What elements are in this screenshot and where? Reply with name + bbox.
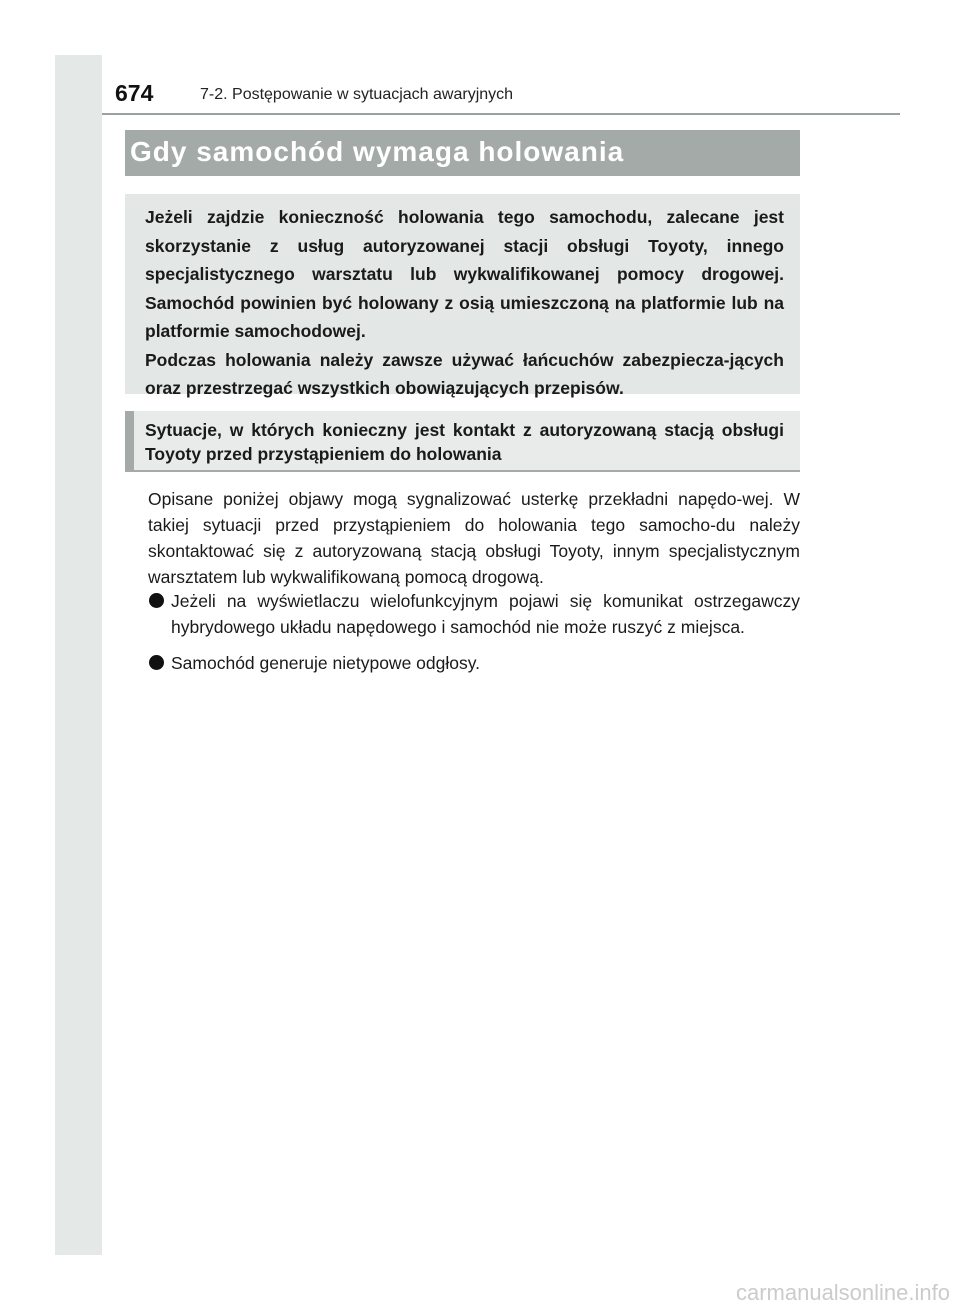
intro-paragraph-2: Podczas holowania należy zawsze używać łańcuchów zabezpiecza-jących oraz przestrzegać wszystkich obowiązujących przepisów. <box>145 349 784 398</box>
list-item <box>148 588 800 640</box>
symptom-list <box>148 588 800 686</box>
subsection-heading: Sytuacje, w których konieczny jest kontakt z autoryzowaną stacją obsługi Toyoty przed przystąpieniem do holowania <box>145 420 784 464</box>
intro-paragraph-1: Jeżeli zajdzie konieczność holowania tego samochodu, zalecane jest skorzystanie z usług autoryzowanej stacji obsługi Toyoty, innego specjalistycznego warsztatu lub wykwalifikowanej pomocy drogowej. Samochód powinien być holowany z osią umieszczoną na platformie lub na platformie samochodowej. <box>145 207 784 341</box>
subsection-accent-bar <box>125 411 134 470</box>
list-item-text: Samochód generuje nietypowe odgłosy. <box>171 653 481 673</box>
side-margin-strip <box>55 55 102 1255</box>
page-number: 674 <box>115 80 154 106</box>
intro-box <box>125 194 800 398</box>
bullet-icon <box>149 593 164 608</box>
section-title-bar <box>125 130 800 176</box>
watermark: carmanualsonline.info <box>735 1280 950 1305</box>
list-item-text: Jeżeli na wyświetlaczu wielofunkcyjnym pojawi się komunikat ostrzegawczy hybrydowego układu napędowego i samochód nie może ruszyć z miejsca. <box>171 591 800 637</box>
subsection-heading-box <box>125 411 800 472</box>
header-divider <box>102 113 900 115</box>
bullet-icon <box>149 655 164 670</box>
body-paragraph: Opisane poniżej objawy mogą sygnalizować usterkę przekładni napędo-wej. W takiej sytuacji przed przystąpieniem do holowania tego samocho-du należy skontaktować się z autoryzowaną stacją obsługi Toyoty, innym specjalistycznym warsztatem lub wykwalifikowaną pomocą drogową. <box>148 489 800 587</box>
list-item <box>148 650 800 676</box>
section-title: Gdy samochód wymaga holowania <box>130 136 625 167</box>
chapter-title: 7-2. Postępowanie w sytuacjach awaryjnych <box>200 86 514 103</box>
